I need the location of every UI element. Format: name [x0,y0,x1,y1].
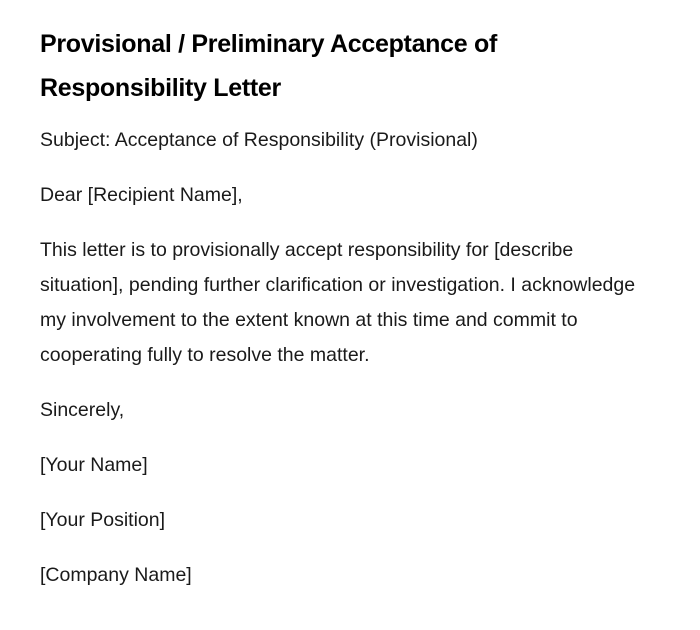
signature-name: [Your Name] [40,454,148,476]
signature-position: [Your Position] [40,509,166,531]
letter-closing: Sincerely, [40,399,125,421]
letter-greeting: Dear [Recipient Name], [40,184,243,206]
letter-title: Provisional / Preliminary Acceptance of Responsibility Letter [40,30,497,102]
signature-company: [Company Name] [40,564,192,586]
letter-body: This letter is to provisionally accept responsibility for [describe situation], pending further clarification or investigation. I acknowledge my involvement to the extent known at this time and commit to cooperating fully to resolve the matter. [40,239,636,366]
letter-subject: Subject: Acceptance of Responsibility (Provisional) [40,129,478,151]
